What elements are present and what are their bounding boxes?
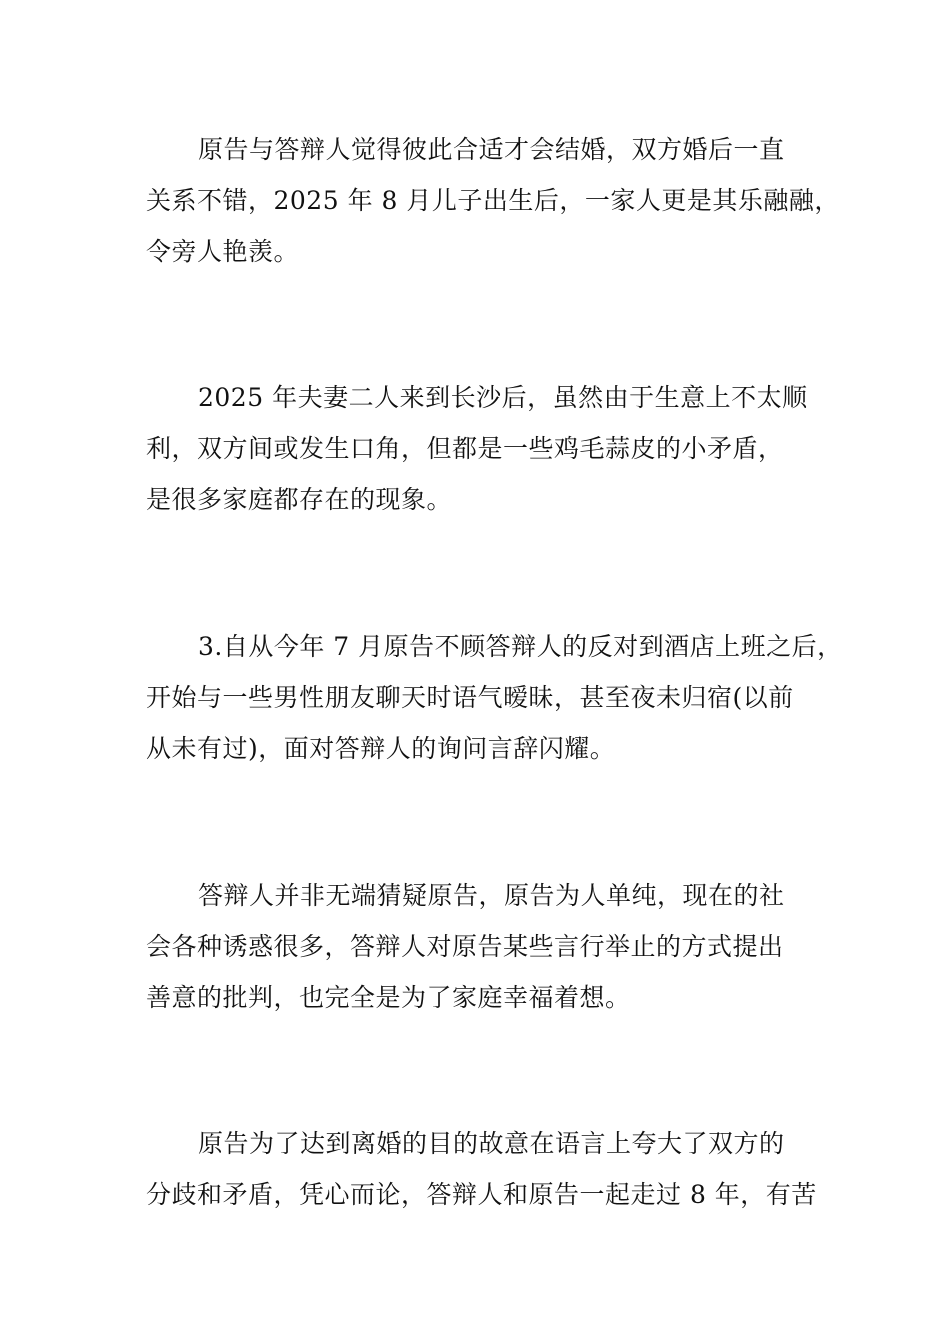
paragraph-line: 分歧和矛盾，凭心而论，答辩人和原告一起走过 8 年，有苦 (146, 1180, 817, 1209)
paragraph-line: 3.自从今年 7 月原告不顾答辩人的反对到酒店上班之后， (198, 632, 843, 661)
paragraph-5 (146, 1118, 836, 1220)
paragraph-line: 善意的批判，也完全是为了家庭幸福着想。 (146, 983, 631, 1012)
paragraph-line: 原告与答辩人觉得彼此合适才会结婚，双方婚后一直 (198, 135, 785, 164)
paragraph-line: 关系不错，2025 年 8 月儿子出生后，一家人更是其乐融融， (146, 186, 840, 215)
paragraph-line: 2025 年夫妻二人来到长沙后，虽然由于生意上不太顺 (198, 383, 808, 412)
paragraph-line: 答辩人并非无端猜疑原告，原告为人单纯，现在的社 (198, 881, 785, 910)
paragraph-line: 令旁人艳羡。 (146, 237, 300, 266)
paragraph-3 (146, 621, 843, 774)
paragraph-line: 开始与一些男性朋友聊天时语气暧昧，甚至夜未归宿(以前 (146, 683, 794, 712)
paragraph-line: 是很多家庭都存在的现象。 (146, 485, 453, 514)
paragraph-4 (146, 870, 836, 1023)
paragraph-line: 会各种诱惑很多，答辩人对原告某些言行举止的方式提出 (146, 932, 784, 961)
paragraph-line: 利，双方间或发生口角，但都是一些鸡毛蒜皮的小矛盾， (146, 434, 784, 463)
paragraph-2 (146, 372, 836, 525)
paragraph-line: 原告为了达到离婚的目的故意在语言上夸大了双方的 (198, 1129, 785, 1158)
paragraph-1 (146, 124, 840, 277)
paragraph-line: 从未有过)，面对答辩人的询问言辞闪耀。 (146, 734, 616, 763)
